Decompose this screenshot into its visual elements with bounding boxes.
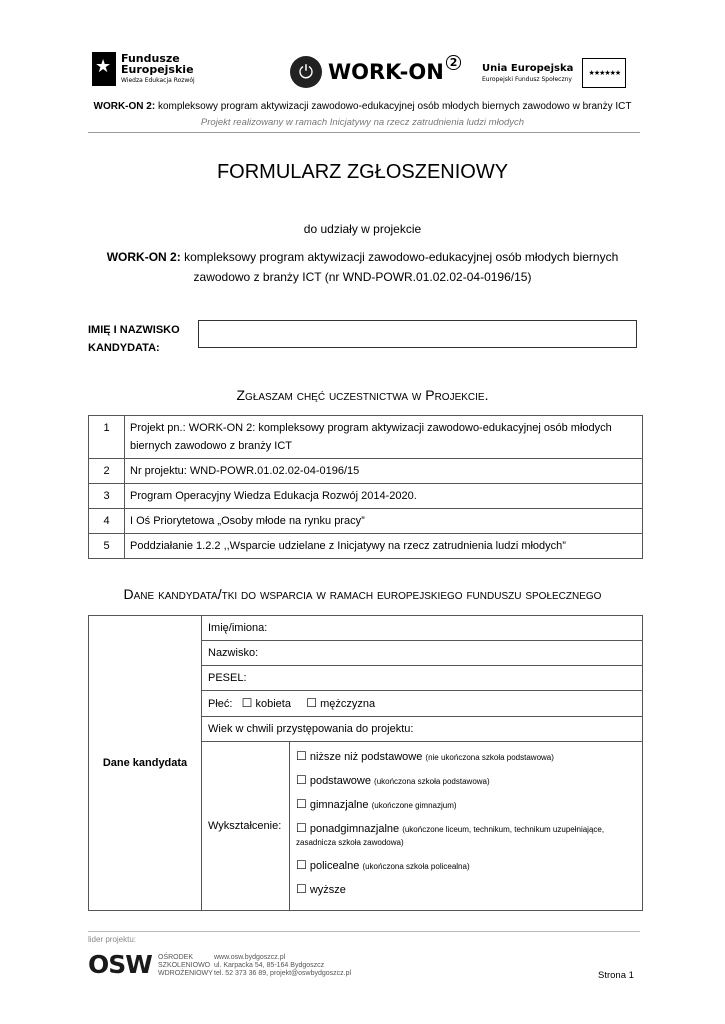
page-number: Strona 1 (598, 970, 634, 981)
project-desc-bold: WORK-ON 2: (106, 250, 181, 264)
header-project-line (0, 101, 725, 112)
row-number: 3 (89, 484, 125, 509)
eu-flag-icon (582, 58, 626, 88)
gender-male-label: mężczyzna (320, 698, 376, 710)
row-number: 4 (89, 509, 125, 534)
name-label-line2: KANDYDATA: (88, 342, 160, 354)
checkbox-icon[interactable]: ☐ (296, 882, 307, 896)
education-option[interactable] (296, 883, 636, 897)
education-options (290, 742, 643, 911)
checkbox-icon[interactable]: ☐ (296, 749, 307, 763)
fundusze-europejskie-logo (92, 52, 195, 86)
fe-line3: Wiedza Edukacja Rozwój (121, 76, 195, 84)
row-number: 1 (89, 416, 125, 459)
option-label: podstawowe (309, 775, 371, 787)
table-row (89, 484, 643, 509)
option-note: (nie ukończona szkoła podstawowa) (425, 753, 554, 762)
header-initiative-line: Projekt realizowany w ramach Inicjatywy na rzecz zatrudnienia ludzi młodych (200, 117, 525, 128)
unia-europejska-logo (482, 58, 626, 88)
option-note: (ukończone gimnazjum) (371, 801, 457, 810)
header-bold: WORK-ON 2: (93, 101, 156, 112)
row-number: 5 (89, 534, 125, 559)
logo-bar (0, 52, 725, 96)
option-label: gimnazjalne (309, 799, 369, 811)
checkbox-icon[interactable]: ☐ (296, 858, 307, 872)
candidate-data-table (88, 615, 643, 911)
page-title: FORMULARZ ZGŁOSZENIOWY (216, 161, 509, 183)
table-row (89, 509, 643, 534)
osw-subtitle (158, 954, 213, 978)
osw-logo: OSW (88, 950, 152, 979)
pesel-field[interactable]: PESEL: (202, 666, 643, 691)
table-row (89, 416, 643, 459)
project-description (100, 247, 625, 287)
name-label-line1: IMIĘ I NAZWISKO (88, 324, 180, 336)
checkbox-icon[interactable]: ☐ (296, 797, 307, 811)
education-label: Wykształcenie: (202, 742, 290, 911)
fe-line1: Fundusze (121, 51, 180, 65)
project-info-table (88, 415, 643, 559)
candidate-row-header: Dane kandydata (89, 616, 202, 911)
education-option[interactable] (296, 774, 636, 788)
power-icon: ⏻ (290, 56, 322, 88)
wo-text: WORK-ON (328, 60, 444, 84)
osw-sub1: OŚRODEK (158, 954, 194, 961)
option-label: ponadgimnazjalne (309, 823, 400, 835)
eu-stars: ★★★★★★ (588, 70, 621, 77)
table-row (89, 534, 643, 559)
fe-line2: Europejskie (121, 62, 194, 76)
education-option[interactable] (296, 822, 636, 849)
row-text: Projekt pn.: WORK-ON 2: kompleksowy program aktywizacji zawodowo-edukacyjnej osób młodych biernych zawodowo z branży ICT (125, 416, 643, 459)
work-on-logo (290, 56, 461, 88)
row-text: I Oś Priorytetowa „Osoby młode na rynku pracy” (125, 509, 643, 534)
option-note: (ukończona szkoła policealna) (362, 862, 470, 871)
contact-address: ul. Karpacka 54, 85-164 Bydgoszcz (214, 962, 325, 969)
education-option[interactable] (296, 859, 636, 873)
checkbox-icon[interactable]: ☐ (296, 773, 307, 787)
candidate-name-label (88, 321, 180, 357)
first-name-field[interactable]: Imię/imiona: (202, 616, 643, 641)
ue-line1: Unia Europejska (482, 63, 574, 74)
age-field[interactable]: Wiek w chwili przystępowania do projektu: (202, 717, 643, 742)
row-text: Poddziałanie 1.2.2 ,,Wsparcie udzielane z Inicjatywy na rzecz zatrudnienia ludzi młodych” (125, 534, 643, 559)
section-candidate-title: Dane kandydata/tki do wsparcia w ramach europejskiego funduszu społecznego (123, 586, 602, 602)
osw-contact (214, 954, 351, 978)
row-text: Program Operacyjny Wiedza Edukacja Rozwój 2014-2020. (125, 484, 643, 509)
fe-star-icon (92, 52, 116, 86)
osw-sub2: SZKOLENIOWO (158, 962, 211, 969)
option-note: (ukończona szkoła podstawowa) (374, 777, 490, 786)
project-desc-rest: kompleksowy program aktywizacji zawodowo-edukacyjnej osób młodych biernych zawodowo z branży ICT (nr WND-POWR.01.02.02-04-0196/15) (180, 250, 619, 284)
contact-phone-email: tel. 52 373 36 89, projekt@oswbydgoszcz.pl (214, 970, 352, 977)
gender-female-label: kobieta (255, 698, 291, 710)
ue-line2: Europejski Fundusz Społeczny (482, 76, 572, 83)
gender-label: Płeć: (208, 698, 233, 710)
header-rest: kompleksowy program aktywizacji zawodowo-edukacyjnej osób młodych biernych zawodowo w branży ICT (155, 101, 632, 112)
option-label: wyższe (309, 884, 346, 896)
candidate-name-field[interactable] (198, 320, 637, 348)
option-label: niższe niż podstawowe (309, 751, 423, 763)
page-subtitle: do udziały w projekcie (303, 222, 422, 236)
contact-website: www.osw.bydgoszcz.pl (214, 954, 286, 961)
option-label: policealne (309, 860, 360, 872)
gender-female-checkbox[interactable]: ☐ (241, 696, 253, 710)
last-name-field[interactable]: Nazwisko: (202, 641, 643, 666)
footer-lider-label: lider projektu: (88, 935, 137, 944)
gender-male-checkbox[interactable]: ☐ (306, 696, 317, 710)
row-number: 2 (89, 459, 125, 484)
section-participation-title: Zgłaszam chęć uczestnictwa w Projekcie. (236, 387, 489, 403)
checkbox-icon[interactable]: ☐ (296, 821, 307, 835)
osw-sub3: WDROŻENIOWY (158, 970, 213, 977)
gender-field (202, 691, 643, 717)
footer-divider (88, 931, 640, 932)
education-option[interactable] (296, 750, 636, 764)
option-note: (ukończone liceum, technikum, technikum uzupełniające, zasadnicza szkoła zawodowa) (296, 825, 605, 847)
header-divider (88, 132, 640, 133)
wo-sup: 2 (446, 55, 462, 70)
education-option[interactable] (296, 798, 636, 812)
row-text: Nr projektu: WND-POWR.01.02.02-04-0196/15 (125, 459, 643, 484)
table-row (89, 459, 643, 484)
